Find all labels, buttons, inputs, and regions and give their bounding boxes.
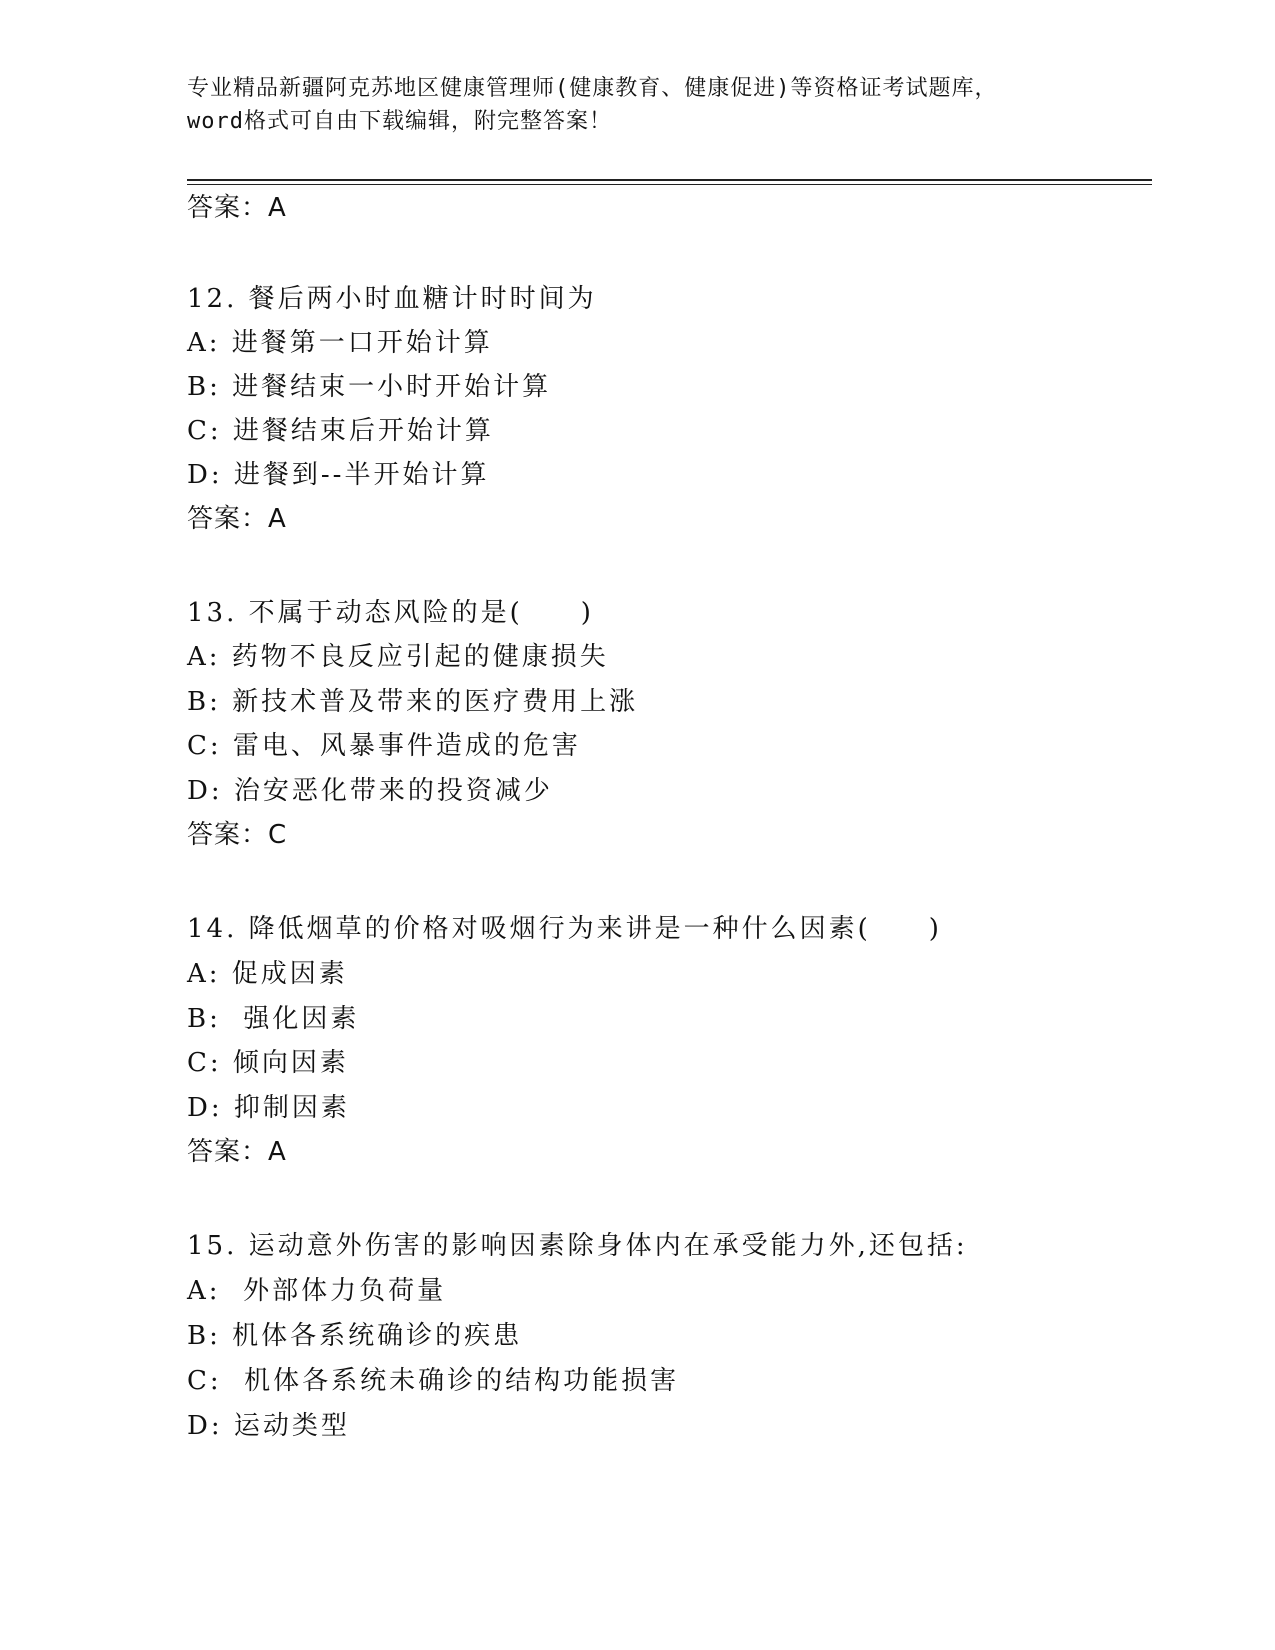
question-15-option-a: A: 外部体力负荷量 [187,1276,447,1306]
question-13-option-c: C: 雷电、风暴事件造成的危害 [187,731,581,761]
answer-13: 答案：C [187,820,288,850]
question-14-option-c: C: 倾向因素 [187,1048,349,1078]
question-13-option-a: A: 药物不良反应引起的健康损失 [187,642,609,672]
question-13: 13. 不属于动态风险的是( ) [187,598,594,628]
question-12-option-a: A: 进餐第一口开始计算 [187,328,493,358]
answer-11: 答案：A [187,193,287,223]
header-divider-thin [187,184,1152,185]
question-12-option-b: B: 进餐结束一小时开始计算 [187,372,552,402]
answer-14: 答案：A [187,1137,287,1167]
question-15: 15. 运动意外伤害的影响因素除身体内在承受能力外,还包括: [187,1231,968,1261]
question-14: 14. 降低烟草的价格对吸烟行为来讲是一种什么因素( ) [187,914,942,944]
question-14-option-d: D: 抑制因素 [187,1093,350,1123]
header-divider-thick [187,179,1152,181]
header-line-1: 专业精品新疆阿克苏地区健康管理师(健康教育、健康促进)等资格证考试题库， [187,76,998,101]
question-14-option-b: B: 强化因素 [187,1004,360,1034]
question-13-option-d: D: 治安恶化带来的投资减少 [187,776,553,806]
question-12: 12. 餐后两小时血糖计时时间为 [187,284,597,314]
document-header [187,72,1087,138]
question-13-option-b: B: 新技术普及带来的医疗费用上涨 [187,687,639,717]
question-12-option-d: D: 进餐到--半开始计算 [187,460,490,490]
question-14-option-a: A: 促成因素 [187,959,348,989]
question-15-option-d: D: 运动类型 [187,1411,350,1441]
header-line-2: word格式可自由下载编辑，附完整答案！ [187,109,612,134]
answer-12: 答案：A [187,504,287,534]
question-15-option-b: B: 机体各系统确诊的疾患 [187,1321,523,1351]
question-12-option-c: C: 进餐结束后开始计算 [187,416,494,446]
question-15-option-c: C: 机体各系统未确诊的结构功能损害 [187,1366,680,1396]
